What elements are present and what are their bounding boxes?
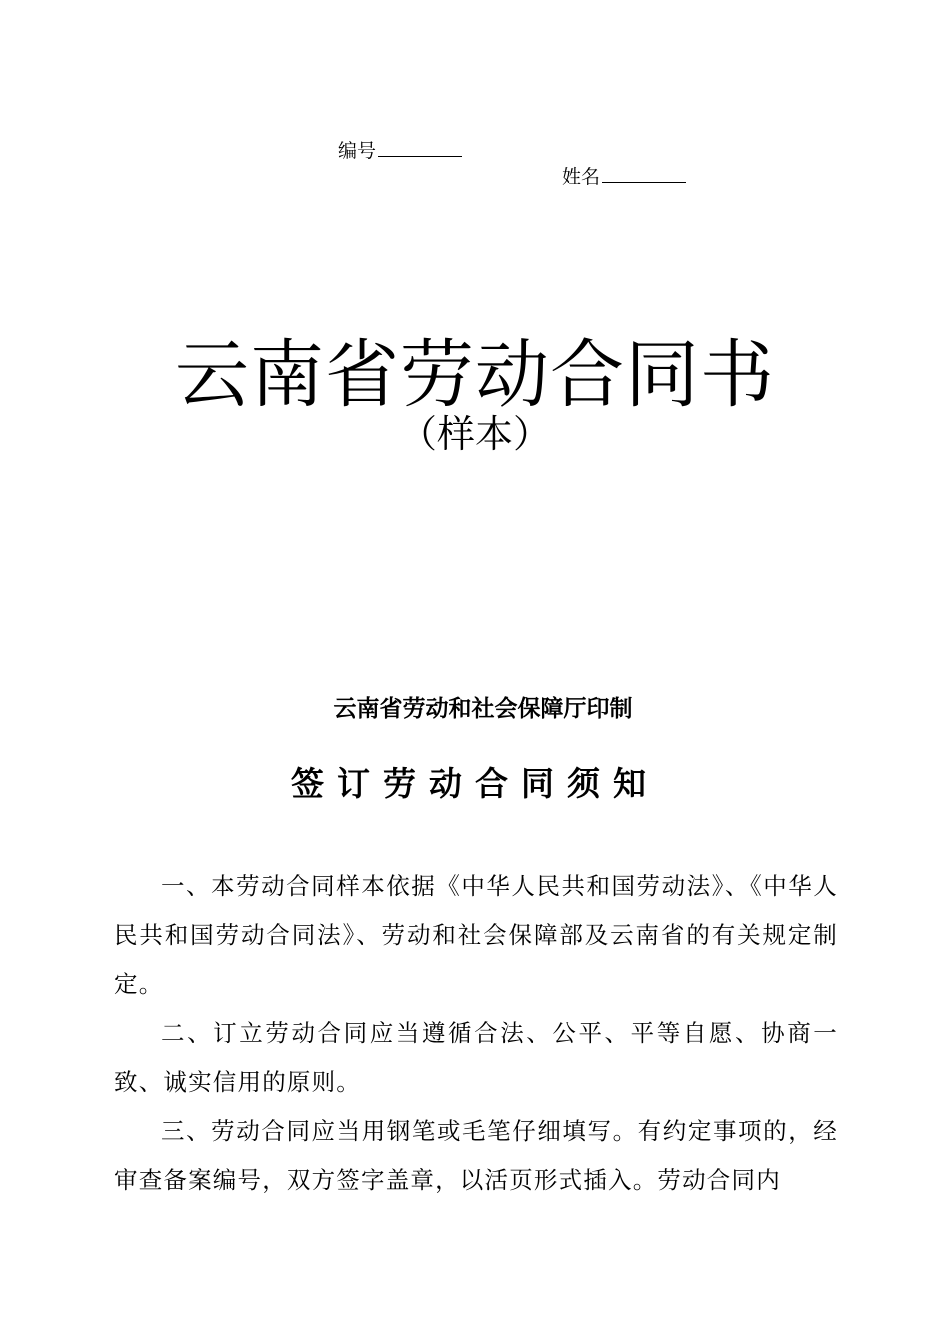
notice-body: [114, 862, 838, 1205]
name-blank-line[interactable]: [602, 164, 686, 183]
number-field: [338, 138, 462, 163]
document-title: 云南省劳动合同书: [175, 332, 775, 418]
notice-paragraph-1: 一、本劳动合同样本依据《中华人民共和国劳动法》、《中华人民共和国劳动合同法》、劳动和社会保障部及云南省的有关规定制定。: [114, 872, 838, 998]
name-field: [562, 164, 686, 189]
notice-title: 签订劳动合同须知: [291, 764, 659, 803]
number-blank-line[interactable]: [378, 138, 462, 157]
issuer-line: 云南省劳动和社会保障厅印制: [333, 696, 633, 722]
notice-paragraph-3: 三、劳动合同应当用钢笔或毛笔仔细填写。有约定事项的，经审查备案编号，双方签字盖章，以活页形式插入。劳动合同内: [114, 1117, 838, 1194]
notice-paragraph-2: 二、订立劳动合同应当遵循合法、公平、平等自愿、协商一致、诚实信用的原则。: [114, 1019, 838, 1096]
number-label: 编号: [338, 140, 377, 162]
name-label: 姓名: [562, 166, 601, 188]
document-subtitle: （样本）: [398, 412, 551, 456]
